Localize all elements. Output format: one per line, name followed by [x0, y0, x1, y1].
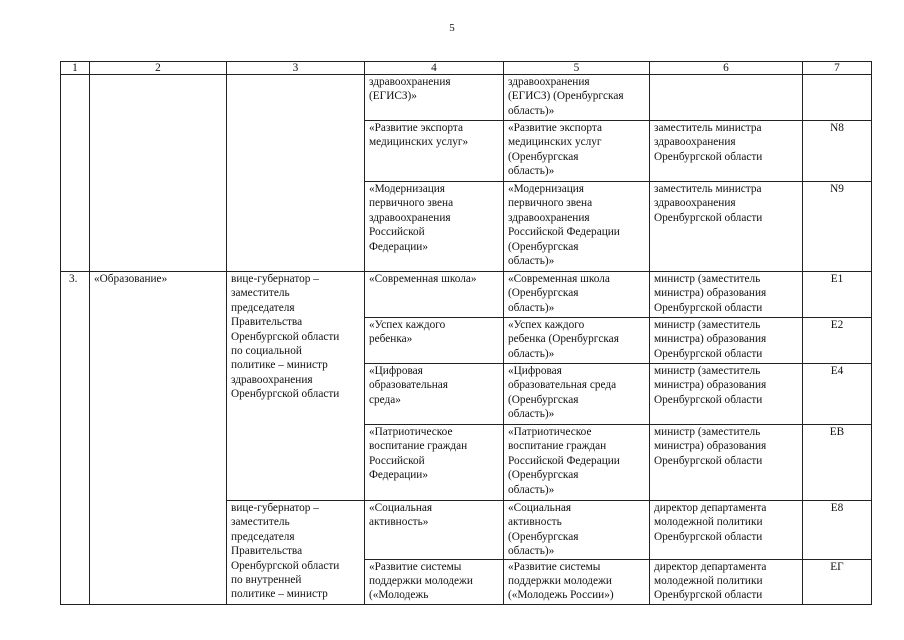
project-code: EB: [803, 425, 872, 501]
header-cell: 5: [504, 62, 650, 75]
section-number: 3.: [61, 272, 90, 605]
regional-project-oblast: «Цифровая образовательная среда (Оренбургская область)»: [504, 364, 650, 425]
regional-project-name: «Патриотическое воспитание граждан Российской Федерации»: [365, 425, 504, 501]
regional-project-name: «Развитие системы поддержки молодежи («Молодежь: [365, 559, 504, 604]
continuation-cell: [227, 75, 365, 272]
project-code: E2: [803, 318, 872, 364]
regional-project-name: «Современная школа»: [365, 272, 504, 318]
regional-project-oblast: «Патриотическое воспитание граждан Российской Федерации (Оренбургская область)»: [504, 425, 650, 501]
page-number: 5: [449, 22, 455, 34]
continuation-cell: [61, 75, 90, 272]
responsible-person: директор департамента молодежной политики Оренбургской области: [650, 501, 803, 560]
regional-project-name: «Модернизация первичного звена здравоохранения Российской Федерации»: [365, 182, 504, 272]
responsible-person: министр (заместитель министра) образования Оренбургской области: [650, 364, 803, 425]
table-row: [61, 272, 872, 318]
responsible-person: [650, 75, 803, 121]
regional-project-oblast: «Развитие экспорта медицинских услуг (Оренбургская область)»: [504, 121, 650, 182]
table-row: [61, 75, 872, 121]
continuation-cell: [90, 75, 227, 272]
header-cell: 1: [61, 62, 90, 75]
header-cell: 4: [365, 62, 504, 75]
responsible-person: министр (заместитель министра) образования Оренбургской области: [650, 425, 803, 501]
responsible-person: заместитель министра здравоохранения Оренбургской области: [650, 121, 803, 182]
regional-project-name: «Цифровая образовательная среда»: [365, 364, 504, 425]
header-cell: 3: [227, 62, 365, 75]
project-code: E4: [803, 364, 872, 425]
regional-project-oblast: «Успех каждого ребенка (Оренбургская область)»: [504, 318, 650, 364]
regional-project-name: «Социальная активность»: [365, 501, 504, 560]
regional-project-oblast: «Модернизация первичного звена здравоохранения Российской Федерации (Оренбургская область)»: [504, 182, 650, 272]
regional-project-name: «Развитие экспорта медицинских услуг»: [365, 121, 504, 182]
project-code: EГ: [803, 559, 872, 604]
regional-project-name: «Успех каждого ребенка»: [365, 318, 504, 364]
responsible-person: заместитель министра здравоохранения Оренбургской области: [650, 182, 803, 272]
regional-project-oblast: «Развитие системы поддержки молодежи («Молодежь России»): [504, 559, 650, 604]
project-code: N9: [803, 182, 872, 272]
responsible-person: министр (заместитель министра) образования Оренбургской области: [650, 318, 803, 364]
curator: вице-губернатор – заместитель председателя Правительства Оренбургской области по внутренней политике – министр: [227, 501, 365, 605]
regional-project-oblast: «Социальная активность (Оренбургская область)»: [504, 501, 650, 560]
header-cell: 2: [90, 62, 227, 75]
header-cell: 6: [650, 62, 803, 75]
responsible-person: директор департамента молодежной политики Оренбургской области: [650, 559, 803, 604]
regional-project-oblast: здравоохранения (ЕГИСЗ) (Оренбургская область)»: [504, 75, 650, 121]
regional-project-name: здравоохранения (ЕГИСЗ)»: [365, 75, 504, 121]
national-project-name: «Образование»: [90, 272, 227, 605]
table-header-row: [61, 62, 872, 75]
header-cell: 7: [803, 62, 872, 75]
project-code: N8: [803, 121, 872, 182]
projects-table: [60, 61, 872, 605]
project-code: [803, 75, 872, 121]
project-code: E8: [803, 501, 872, 560]
regional-project-oblast: «Современная школа (Оренбургская область)»: [504, 272, 650, 318]
project-code: E1: [803, 272, 872, 318]
curator: вице-губернатор – заместитель председателя Правительства Оренбургской области по социальной политике – министр здравоохранения Оренбургской области: [227, 272, 365, 501]
responsible-person: министр (заместитель министра) образования Оренбургской области: [650, 272, 803, 318]
